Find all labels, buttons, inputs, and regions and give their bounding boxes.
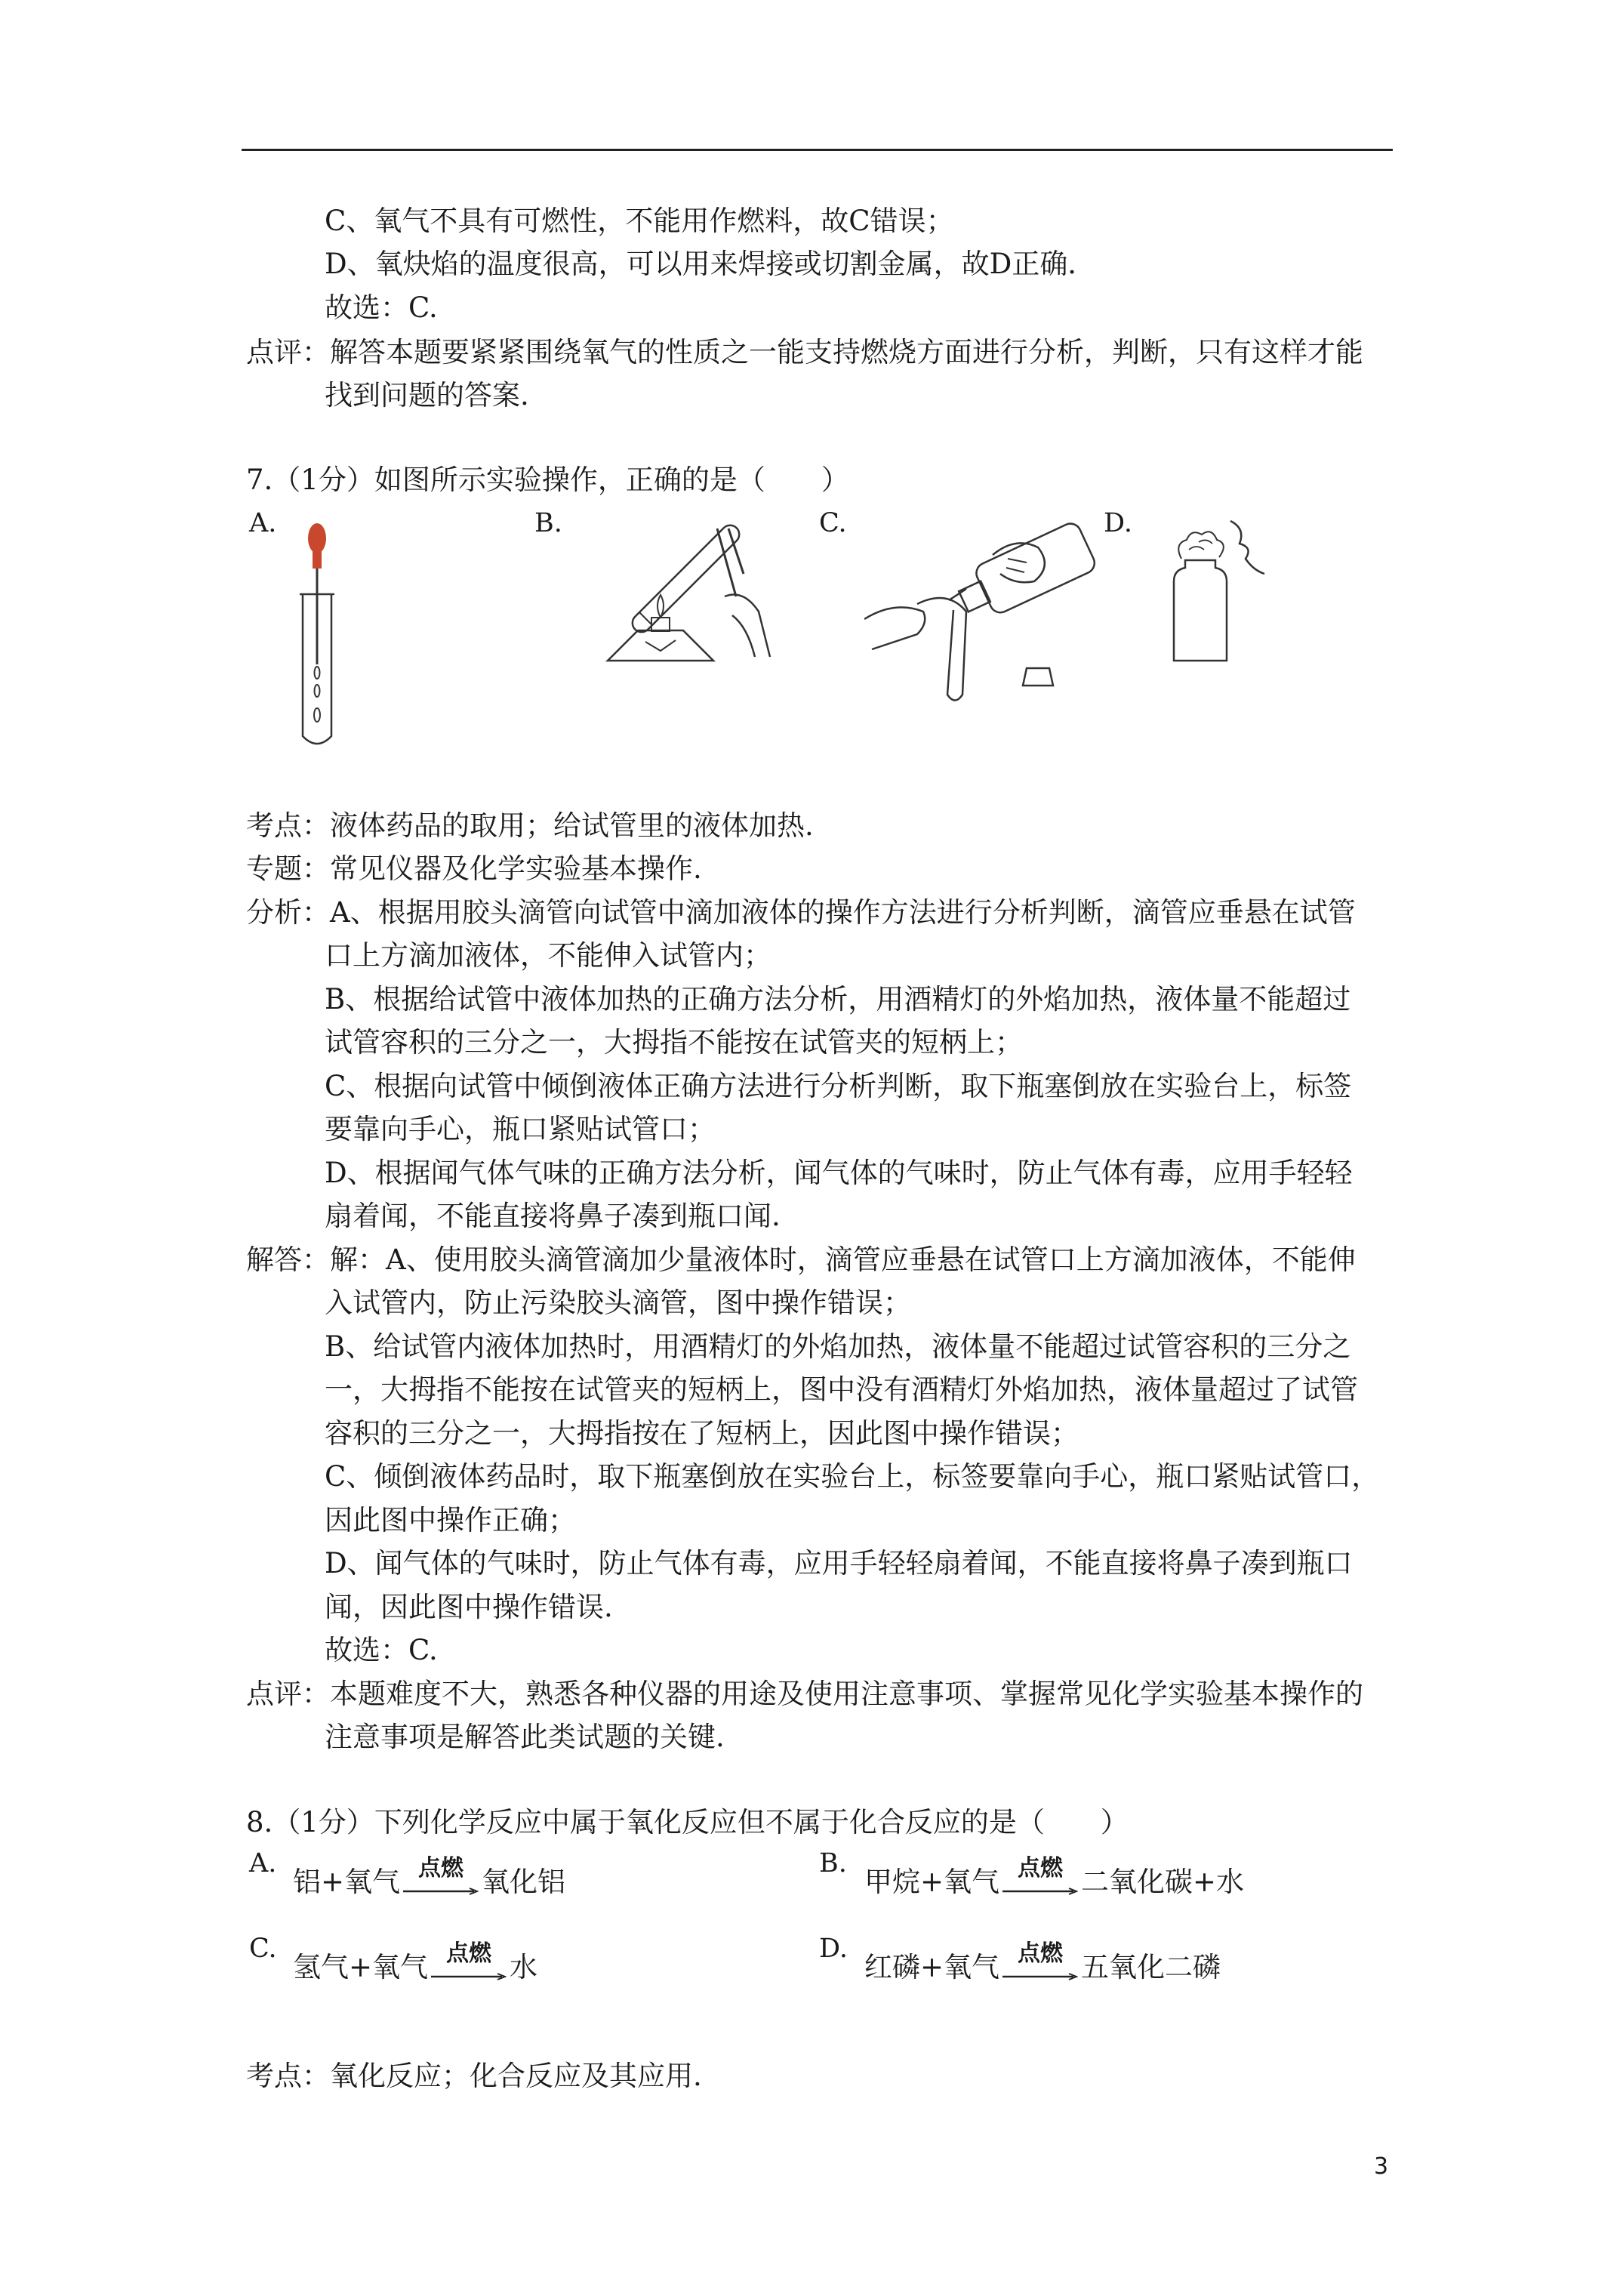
q7-solution-line: 一，大拇指不能按在试管夹的短柄上，图中没有酒精灯外焰加热，液体量超过了试管 — [325, 1373, 1358, 1406]
heating-test-tube-figure — [570, 513, 781, 664]
q6-answer: 故选：C. — [325, 291, 438, 324]
products: 氧化铝 — [482, 1866, 566, 1898]
q7-comment-line: 点评：本题难度不大，熟悉各种仪器的用途及使用注意事项、掌握常见化学实验基本操作的 — [246, 1678, 1363, 1710]
q8-option-a-label: A. — [249, 1848, 277, 1878]
q8-option-a-equation — [293, 1855, 566, 1900]
products: 二氧化碳+水 — [1081, 1866, 1245, 1898]
products: 五氧化二磷 — [1081, 1951, 1221, 1983]
q8-option-c-equation — [293, 1940, 538, 1985]
q7-analysis-line: C、根据向试管中倾倒液体正确方法进行分析判断，取下瓶塞倒放在实验台上，标签 — [325, 1070, 1352, 1102]
q6-comment-line-1: 点评：解答本题要紧紧围绕氧气的性质之一能支持燃烧方面进行分析，判断，只有这样才能 — [246, 336, 1363, 368]
page-number: 3 — [1374, 2153, 1389, 2180]
q7-option-b-label: B. — [534, 508, 562, 538]
reaction-arrow — [1002, 1855, 1078, 1900]
q8-option-c-label: C. — [249, 1934, 277, 1964]
reaction-condition: 点燃 — [1018, 1940, 1064, 1967]
q7-analysis-line: D、根据闻气体气味的正确方法分析，闻气体的气味时，防止气体有毒，应用手轻轻 — [325, 1157, 1353, 1189]
q7-analysis-line: B、根据给试管中液体加热的正确方法分析，用酒精灯的外焰加热，液体量不能超过 — [325, 983, 1351, 1015]
q7-analysis-line: 分析：A、根据用胶头滴管向试管中滴加液体的操作方法进行分析判断，滴管应垂悬在试管 — [246, 896, 1356, 929]
q6-comment-line-2: 找到问题的答案. — [325, 379, 529, 411]
reactants: 氢气+氧气 — [293, 1951, 429, 1983]
reaction-arrow — [431, 1940, 507, 1985]
q8-option-d-equation — [864, 1940, 1221, 1985]
reaction-condition: 点燃 — [1018, 1855, 1064, 1881]
q7-option-a-label: A. — [249, 508, 277, 538]
reaction-condition: 点燃 — [446, 1940, 492, 1967]
q7-title: 7.（1分）如图所示实验操作，正确的是（ ） — [246, 464, 849, 496]
reactants: 铝+氧气 — [293, 1866, 401, 1898]
q6-option-c-line: C、氧气不具有可燃性，不能用作燃料，故C错误； — [325, 205, 954, 237]
reactants: 甲烷+氧气 — [864, 1866, 1000, 1898]
header-rule — [242, 149, 1393, 151]
q8-option-b-label: B. — [819, 1848, 847, 1878]
q7-option-d-label: D. — [1104, 508, 1132, 538]
q7-analysis-line: 试管容积的三分之一，大拇指不能按在试管夹的短柄上； — [325, 1026, 1023, 1059]
q7-option-c-label: C. — [819, 508, 847, 538]
q7-comment-line: 注意事项是解答此类试题的关键. — [325, 1721, 725, 1753]
q7-solution-line: D、闻气体的气味时，防止气体有毒，应用手轻轻扇着闻，不能直接将鼻子凑到瓶口 — [325, 1547, 1353, 1579]
q7-solution-line: 因此图中操作正确； — [325, 1504, 576, 1536]
q7-zhuanti: 专题：常见仪器及化学实验基本操作. — [246, 852, 702, 885]
q7-analysis-line: 口上方滴加液体，不能伸入试管内； — [325, 939, 771, 972]
q7-solution-line: 闻，因此图中操作错误. — [325, 1591, 613, 1623]
q7-analysis-line: 要靠向手心，瓶口紧贴试管口； — [325, 1113, 716, 1145]
products: 水 — [510, 1951, 538, 1983]
pouring-liquid-figure — [864, 513, 1121, 710]
q6-option-d-line: D、氧炔焰的温度很高，可以用来焊接或切割金属，故D正确． — [325, 248, 1096, 280]
q7-solution-line: B、给试管内液体加热时，用酒精灯的外焰加热，液体量不能超过试管容积的三分之 — [325, 1330, 1351, 1363]
dropper-in-test-tube-figure — [291, 510, 343, 751]
q7-solution-line: 解答：解：A、使用胶头滴管滴加少量液体时，滴管应垂悬在试管口上方滴加液体，不能伸 — [246, 1244, 1356, 1276]
q7-kaodian: 考点：液体药品的取用；给试管里的液体加热. — [246, 809, 814, 842]
q7-solution-line: 容积的三分之一，大拇指按在了短柄上，因此图中操作错误； — [325, 1417, 1079, 1450]
q8-option-b-equation — [864, 1855, 1245, 1900]
q8-option-d-label: D. — [819, 1934, 848, 1964]
q7-analysis-line: 扇着闻，不能直接将鼻子凑到瓶口闻. — [325, 1200, 781, 1232]
reaction-condition: 点燃 — [418, 1855, 464, 1881]
q8-kaodian: 考点：氧化反应；化合反应及其应用. — [246, 2060, 702, 2092]
q7-solution-line: 故选：C. — [325, 1634, 438, 1666]
q7-solution-line: C、倾倒液体药品时，取下瓶塞倒放在实验台上，标签要靠向手心，瓶口紧贴试管口， — [325, 1460, 1380, 1493]
reactants: 红磷+氧气 — [864, 1951, 1000, 1983]
q8-title: 8.（1分）下列化学反应中属于氧化反应但不属于化合反应的是（ ） — [246, 1806, 1129, 1838]
q7-solution-line: 入试管内，防止污染胶头滴管，图中操作错误； — [325, 1287, 911, 1319]
reaction-arrow — [403, 1855, 479, 1900]
smelling-gas-figure — [1140, 513, 1268, 664]
reaction-arrow — [1002, 1940, 1078, 1985]
